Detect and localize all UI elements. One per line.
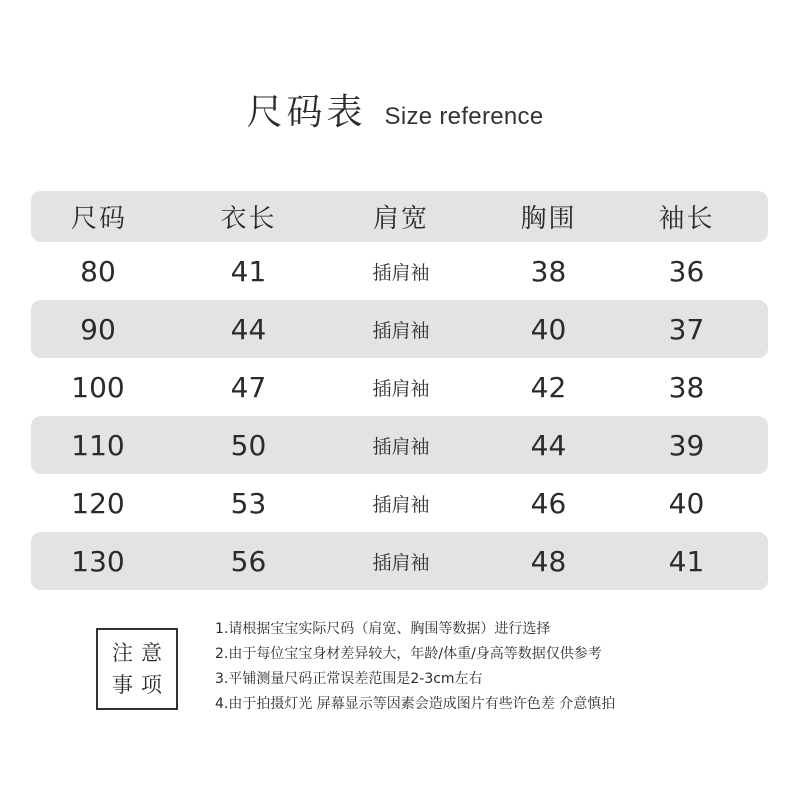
- cell-length: 44: [230, 312, 267, 346]
- cell-sleeve: 41: [668, 544, 705, 578]
- cell-shoulder: 插肩袖: [372, 551, 430, 574]
- header-chest: 胸围: [520, 204, 577, 234]
- cell-sleeve: 39: [668, 428, 705, 462]
- table-row: [31, 416, 768, 474]
- title-english: Size reference: [384, 103, 544, 130]
- cell-chest: 44: [530, 428, 567, 462]
- table-row: [31, 474, 768, 532]
- notice-item: 2.由于每位宝宝身材差异较大，年龄/体重/身高等数据仅供参考: [215, 646, 602, 662]
- table-row: [31, 358, 768, 416]
- cell-chest: 42: [530, 370, 567, 404]
- header-shoulder: 肩宽: [372, 204, 429, 234]
- cell-shoulder: 插肩袖: [372, 261, 430, 284]
- table-row: [31, 300, 768, 358]
- notice-list: [215, 617, 775, 717]
- header-size: 尺码: [70, 204, 127, 234]
- table-row: [31, 242, 768, 300]
- cell-chest: 40: [530, 312, 567, 346]
- cell-length: 47: [230, 370, 267, 404]
- cell-chest: 48: [530, 544, 567, 578]
- size-table: [31, 191, 768, 590]
- cell-chest: 46: [530, 486, 567, 520]
- cell-length: 41: [230, 254, 267, 288]
- title-chinese: 尺码表: [246, 92, 367, 133]
- cell-shoulder: 插肩袖: [372, 493, 430, 516]
- page-title: [0, 84, 800, 135]
- cell-shoulder: 插肩袖: [372, 435, 430, 458]
- cell-size: 130: [71, 544, 125, 578]
- cell-size: 120: [71, 486, 125, 520]
- notice-item: 1.请根据宝宝实际尺码（肩宽、胸围等数据）进行选择: [215, 621, 551, 637]
- cell-sleeve: 40: [668, 486, 705, 520]
- cell-shoulder: 插肩袖: [372, 377, 430, 400]
- cell-size: 110: [71, 428, 125, 462]
- cell-size: 80: [80, 254, 116, 288]
- cell-sleeve: 38: [668, 370, 705, 404]
- cell-chest: 38: [530, 254, 567, 288]
- cell-shoulder: 插肩袖: [372, 319, 430, 342]
- header-length: 衣长: [220, 204, 277, 234]
- cell-size: 100: [71, 370, 125, 404]
- notice-label-line1: 注意: [112, 641, 170, 665]
- notice-label-line2: 事项: [112, 673, 170, 697]
- cell-sleeve: 37: [668, 312, 705, 346]
- cell-length: 50: [230, 428, 267, 462]
- cell-length: 53: [230, 486, 267, 520]
- notice-item: 4.由于拍摄灯光 屏幕显示等因素会造成图片有些许色差 介意慎拍: [215, 696, 616, 712]
- notice-label-box: [96, 628, 178, 710]
- header-sleeve: 袖长: [658, 204, 715, 234]
- cell-sleeve: 36: [668, 254, 705, 288]
- table-row: [31, 532, 768, 590]
- cell-length: 56: [230, 544, 267, 578]
- table-header-row: [31, 191, 768, 242]
- notice-item: 3.平铺测量尺码正常误差范围是2-3cm左右: [215, 671, 483, 687]
- cell-size: 90: [80, 312, 116, 346]
